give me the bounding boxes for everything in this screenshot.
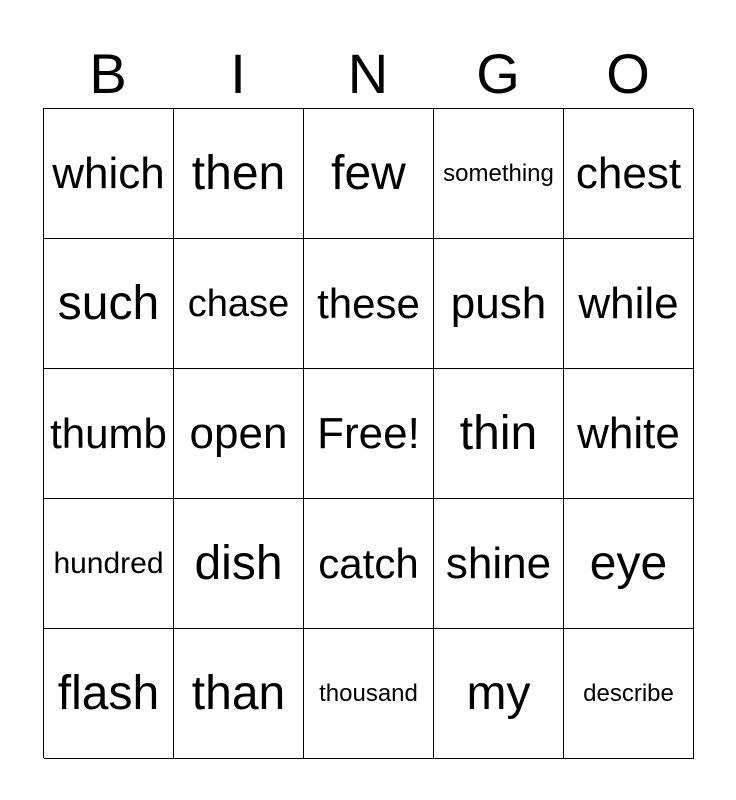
bingo-cell[interactable] [564, 369, 694, 499]
bingo-cell-word: catch [318, 539, 419, 587]
bingo-cell[interactable] [434, 629, 564, 759]
bingo-cell-word: chest [575, 148, 682, 198]
bingo-cell-word: few [331, 146, 406, 200]
bingo-cell-word: such [57, 276, 160, 330]
bingo-cell-word: shine [445, 538, 552, 588]
bingo-header [43, 40, 693, 108]
bingo-cell[interactable] [304, 499, 434, 629]
header-letter-o: O [606, 42, 650, 105]
bingo-cell[interactable] [564, 239, 694, 369]
bingo-cell[interactable] [174, 499, 304, 629]
bingo-cell-word: describe [583, 679, 674, 707]
bingo-cell[interactable] [434, 239, 564, 369]
bingo-cell[interactable] [174, 239, 304, 369]
bingo-cell[interactable] [304, 629, 434, 759]
bingo-cell-word: my [466, 666, 531, 720]
bingo-cell-word: push [450, 278, 547, 328]
bingo-cell-word: then [191, 146, 286, 200]
bingo-cell[interactable] [434, 109, 564, 239]
bingo-cell[interactable] [44, 109, 174, 239]
bingo-cell[interactable] [44, 239, 174, 369]
bingo-cell-word: thin [459, 406, 538, 460]
free-space-label: Free! [317, 408, 420, 458]
bingo-cell[interactable] [44, 499, 174, 629]
bingo-cell-word: something [443, 159, 554, 187]
bingo-cell-word: flash [57, 666, 160, 720]
bingo-cell[interactable] [174, 109, 304, 239]
bingo-cell[interactable] [174, 629, 304, 759]
bingo-cell[interactable] [304, 109, 434, 239]
bingo-cell[interactable] [564, 499, 694, 629]
bingo-cell[interactable] [174, 369, 304, 499]
bingo-cell-word: which [52, 148, 165, 198]
bingo-cell[interactable] [434, 499, 564, 629]
bingo-cell[interactable] [564, 109, 694, 239]
bingo-cell-word: than [191, 666, 286, 720]
bingo-cell-word: dish [194, 536, 283, 590]
bingo-card-grid [43, 108, 693, 758]
bingo-cell-word: thumb [50, 409, 167, 457]
bingo-cell-word: while [578, 278, 679, 328]
bingo-cell[interactable] [304, 239, 434, 369]
bingo-cell-word: chase [187, 282, 290, 325]
bingo-cell-word: open [189, 408, 288, 458]
header-letter-n: N [347, 42, 389, 105]
bingo-cell[interactable] [434, 369, 564, 499]
bingo-cell-word: thousand [319, 679, 418, 707]
header-letter-i: I [230, 42, 246, 105]
bingo-cell-word: these [317, 279, 420, 327]
bingo-cell[interactable] [44, 369, 174, 499]
free-space-cell[interactable] [304, 369, 434, 499]
bingo-cell[interactable] [564, 629, 694, 759]
bingo-cell[interactable] [44, 629, 174, 759]
header-letter-b: B [89, 42, 127, 105]
bingo-cell-word: eye [589, 536, 668, 590]
bingo-cell-word: hundred [53, 546, 164, 580]
bingo-cell-word: white [577, 408, 680, 458]
header-letter-g: G [476, 42, 520, 105]
